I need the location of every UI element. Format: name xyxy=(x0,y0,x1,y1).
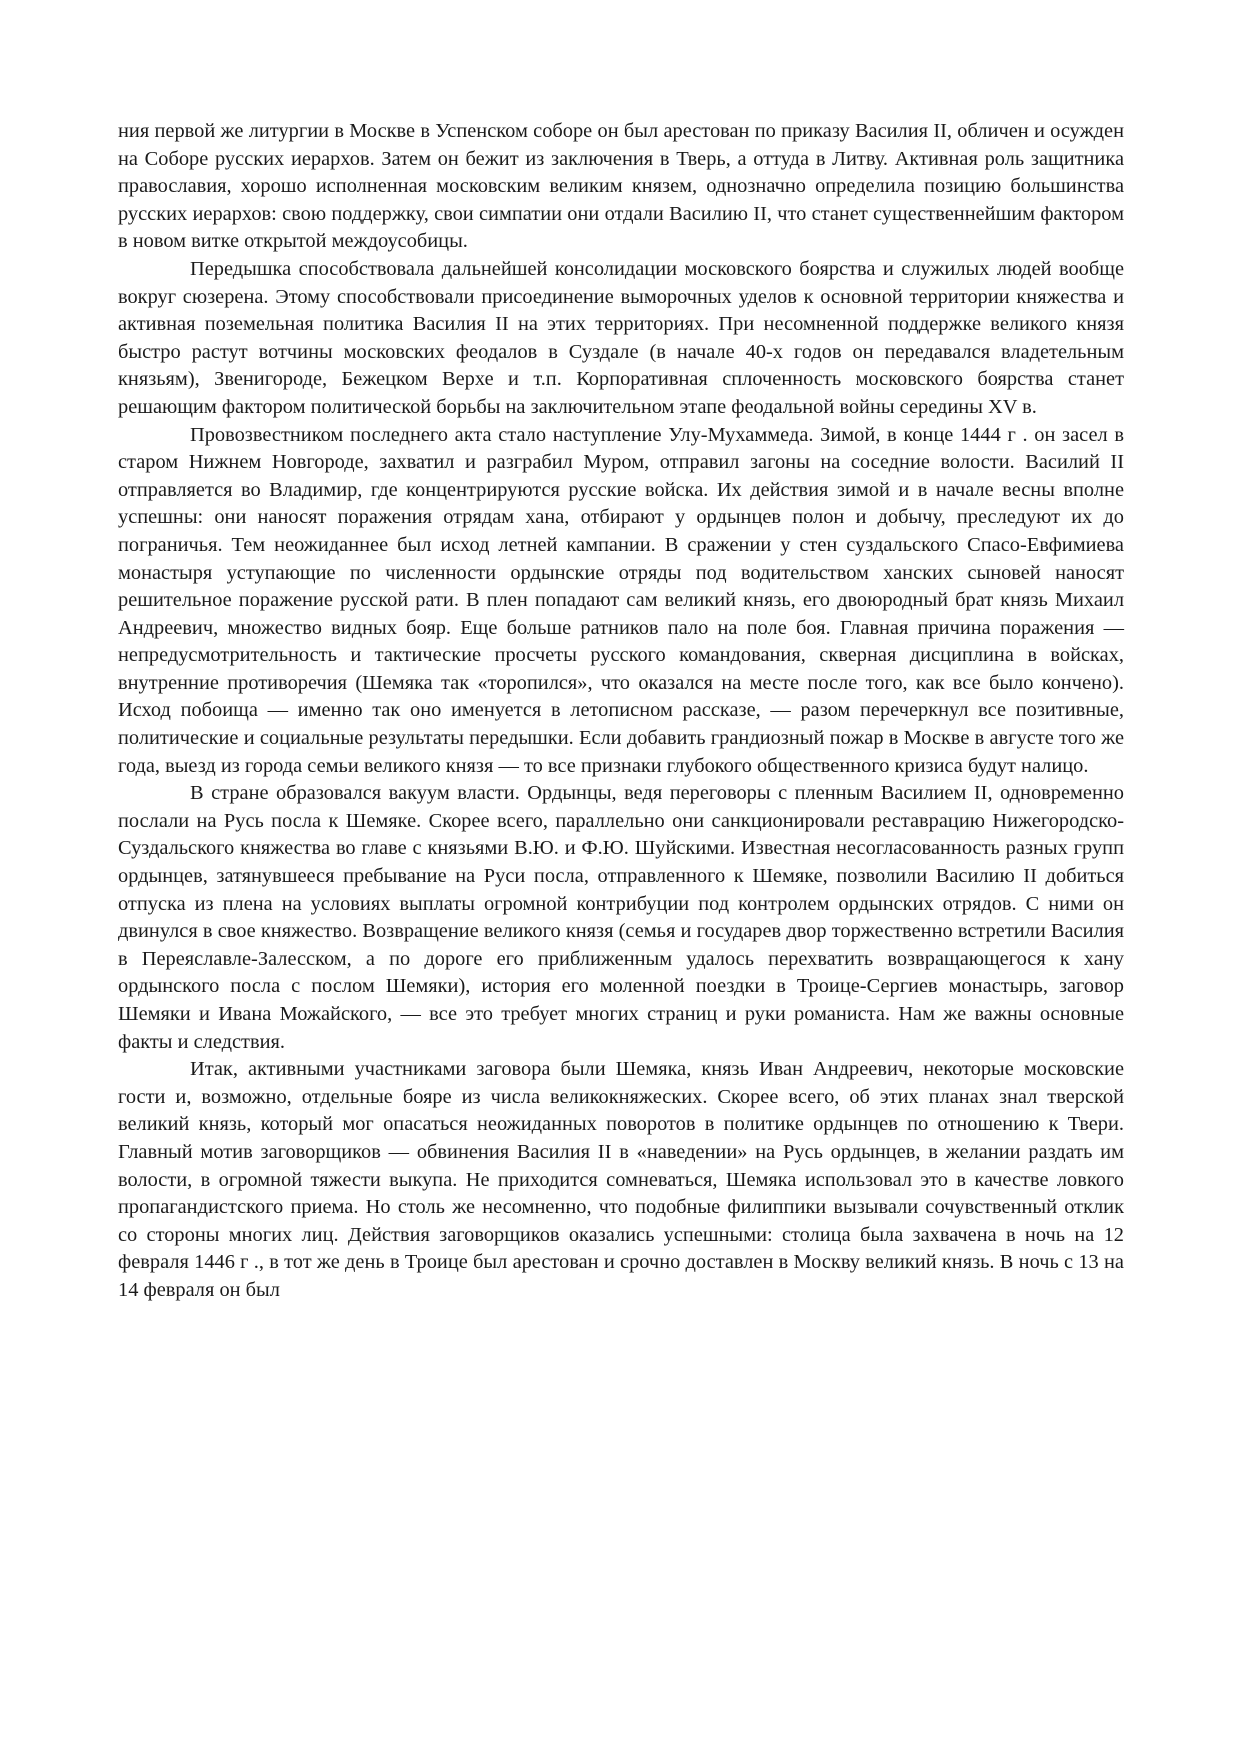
paragraph-1: ния первой же литургии в Москве в Успенском соборе он был арестован по приказу Василия II, обличен и осужден на Соборе русских иерархов. Затем он бежит из заключения в Тверь, а оттуда в Литву. Активная роль защитника православия, хорошо исполненная московским великим князем, однозначно определила позицию большинства русских иерархов: свою поддержку, свои симпатии они отдали Василию II, что станет существеннейшим фактором в новом витке открытой междоусобицы. xyxy=(118,120,1124,253)
paragraph-5: Итак, активными участниками заговора были Шемяка, князь Иван Андреевич, некоторые московские гости и, возможно, отдельные бояре из числа великокняжеских. Скорее всего, об этих планах знал тверской великий князь, который мог опасаться неожиданных поворотов в политике ордынцев по отношению к Твери. Главный мотив заговорщиков — обвинения Василия II в «наведении» на Русь ордынцев, в желании раздать им волости, в огромной тяжести выкупа. Не приходится сомневаться, Шемяка использовал это в качестве ловкого пропагандистского приема. Но столь же несомненно, что подобные филиппики вызывали сочувственный отклик со стороны многих лиц. Действия заговорщиков оказались успешными: столица была захвачена в ночь на 12 февраля 1446 г ., в тот же день в Троице был арестован и срочно доставлен в Москву великий князь. В ночь с 13 на 14 февраля он был xyxy=(118,1058,1124,1301)
paragraph-4: В стране образовался вакуум власти. Ордынцы, ведя переговоры с пленным Василием II, одновременно послали на Русь посла к Шемяке. Скорее всего, параллельно они санкционировали реставрацию Нижегородско-Суздальского княжества во главе с князьями В.Ю. и Ф.Ю. Шуйскими. Известная несогласованность разных групп ордынцев, затянувшееся пребывание на Руси посла, отправленного к Шемяке, позволили Василию II добиться отпуска из плена на условиях выплаты огромной контрибуции под контролем ордынских отрядов. С ними он двинулся в свое княжество. Возвращение великого князя (семья и государев двор торжественно встретили Василия в Переяславле-Залесском, а по дороге его приближенным удалось перехватить возвращающегося к хану ордынского посла с послом Шемяки), история его моленной поездки в Троице-Сергиев монастырь, заговор Шемяки и Ивана Можайского, — все это требует многих страниц и руки романиста. Нам же важны основные факты и следствия. xyxy=(118,782,1124,1053)
document-page xyxy=(118,118,1124,1305)
paragraph-2: Передышка способствовала дальнейшей консолидации московского боярства и служилых людей вообще вокруг сюзерена. Этому способствовали присоединение выморочных уделов к основной территории княжества и активная поземельная политика Василия II на этих территориях. При несомненной поддержке великого князя быстро растут вотчины московских феодалов в Суздале (в начале 40-х годов он передавался владетельным князьям), Звенигороде, Бежецком Верхе и т.п. Корпоративная сплоченность московского боярства станет решающим фактором политической борьбы на заключительном этапе феодальной войны середины XV в. xyxy=(118,257,1124,418)
paragraph-3: Провозвестником последнего акта стало наступление Улу-Мухаммеда. Зимой, в конце 1444 г . он засел в старом Нижнем Новгороде, захватил и разграбил Муром, отправил загоны на соседние волости. Василий II отправляется во Владимир, где концентрируются русские войска. Их действия зимой и в начале весны вполне успешны: они наносят поражения отрядам хана, отбирают у ордынцев полон и добычу, преследуют их до пограничья. Тем неожиданнее был исход летней кампании. В сражении у стен суздальского Спасо-Евфимиева монастыря уступающие по численности ордынские отряды под водительством ханских сыновей наносят решительное поражение русской рати. В плен попадают сам великий князь, его двоюродный брат князь Михаил Андреевич, множество видных бояр. Еще больше ратников пало на поле боя. Главная причина поражения — непредусмотрительность и тактические просчеты русского командования, скверная дисциплина в войсках, внутренние противоречия (Шемяка так «торопился», что оказался на месте после того, как все было кончено). Исход побоища — именно так оно именуется в летописном рассказе, — разом перечеркнул все позитивные, политические и социальные результаты передышки. Если добавить грандиозный пожар в Москве в августе того же года, выезд из города семьи великого князя — то все признаки глубокого общественного кризиса будут налицо. xyxy=(118,423,1124,777)
